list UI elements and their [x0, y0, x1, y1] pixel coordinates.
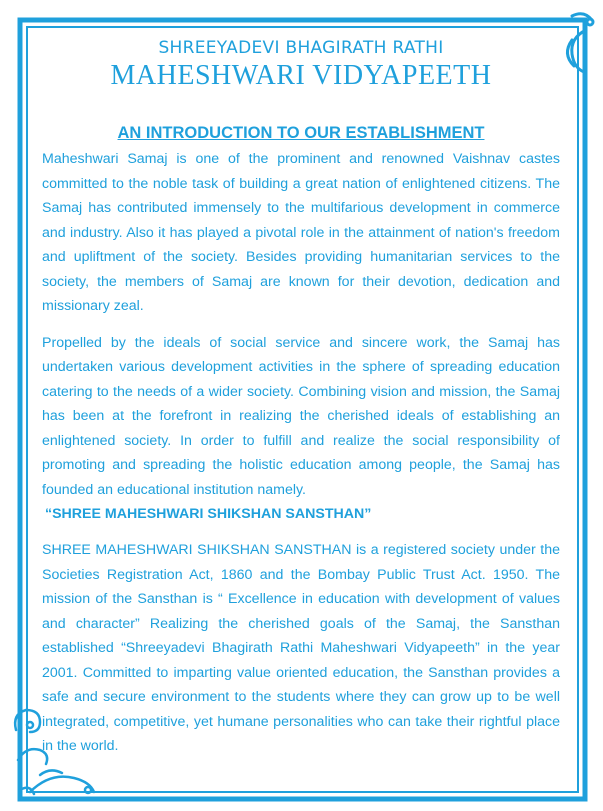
section-title: AN INTRODUCTION TO OUR ESTABLISHMENT [117, 124, 485, 142]
school-subtitle: SHREEYADEVI BHAGIRATH RATHI [158, 38, 444, 58]
paragraph-ideals: Propelled by the ideals of social service and sincere work, the Samaj has undertaken various development activities in the sphere of spreading education catering to the needs of a wider society. Combining vision and mission, the Samaj has been at the forefront in realizing the cherished ideals of establishing an enlightened society. In order to fulfill and realize the social responsibility of promoting and spreading the holistic education among people, the Samaj has founded an educational institution namely. [42, 334, 560, 498]
paragraph-intro: Maheshwari Samaj is one of the prominent and renowned Vaishnav castes committed to the noble task of building a great nation of enlightened citizens. The Samaj has contributed immensely to the multifarious development in commerce and industry. Also it has played a pivotal role in the attainment of nation's freedom and upliftment of the society. Besides providing humanitarian services to the society, the members of Samaj are known for their devotion, dedication and missionary zeal. [42, 151, 560, 314]
document-body [42, 38, 560, 759]
school-title: MAHESHWARI VIDYAPEETH [110, 60, 492, 91]
paragraph-sansthan: SHREE MAHESHWARI SHIKSHAN SANSTHAN is a registered society under the Societies Registration Act, 1860 and the Bombay Public Trust Act. 1950. The mission of the Sansthan is “ Excellence in education with development of values and character” Realizing the cherished goals of the Samaj, the Sansthan established “Shreeyadevi Bhagirath Rathi Maheshwari Vidyapeeth” in the year 2001. Committed to imparting value oriented education, the Sansthan provides a safe and secure environment to the students where they can grow up to be well integrated, competitive, yet humane personalities who can take their rightful place in the world. [42, 542, 560, 754]
institution-name: “SHREE MAHESHWARI SHIKSHAN SANSTHAN” [45, 506, 372, 522]
